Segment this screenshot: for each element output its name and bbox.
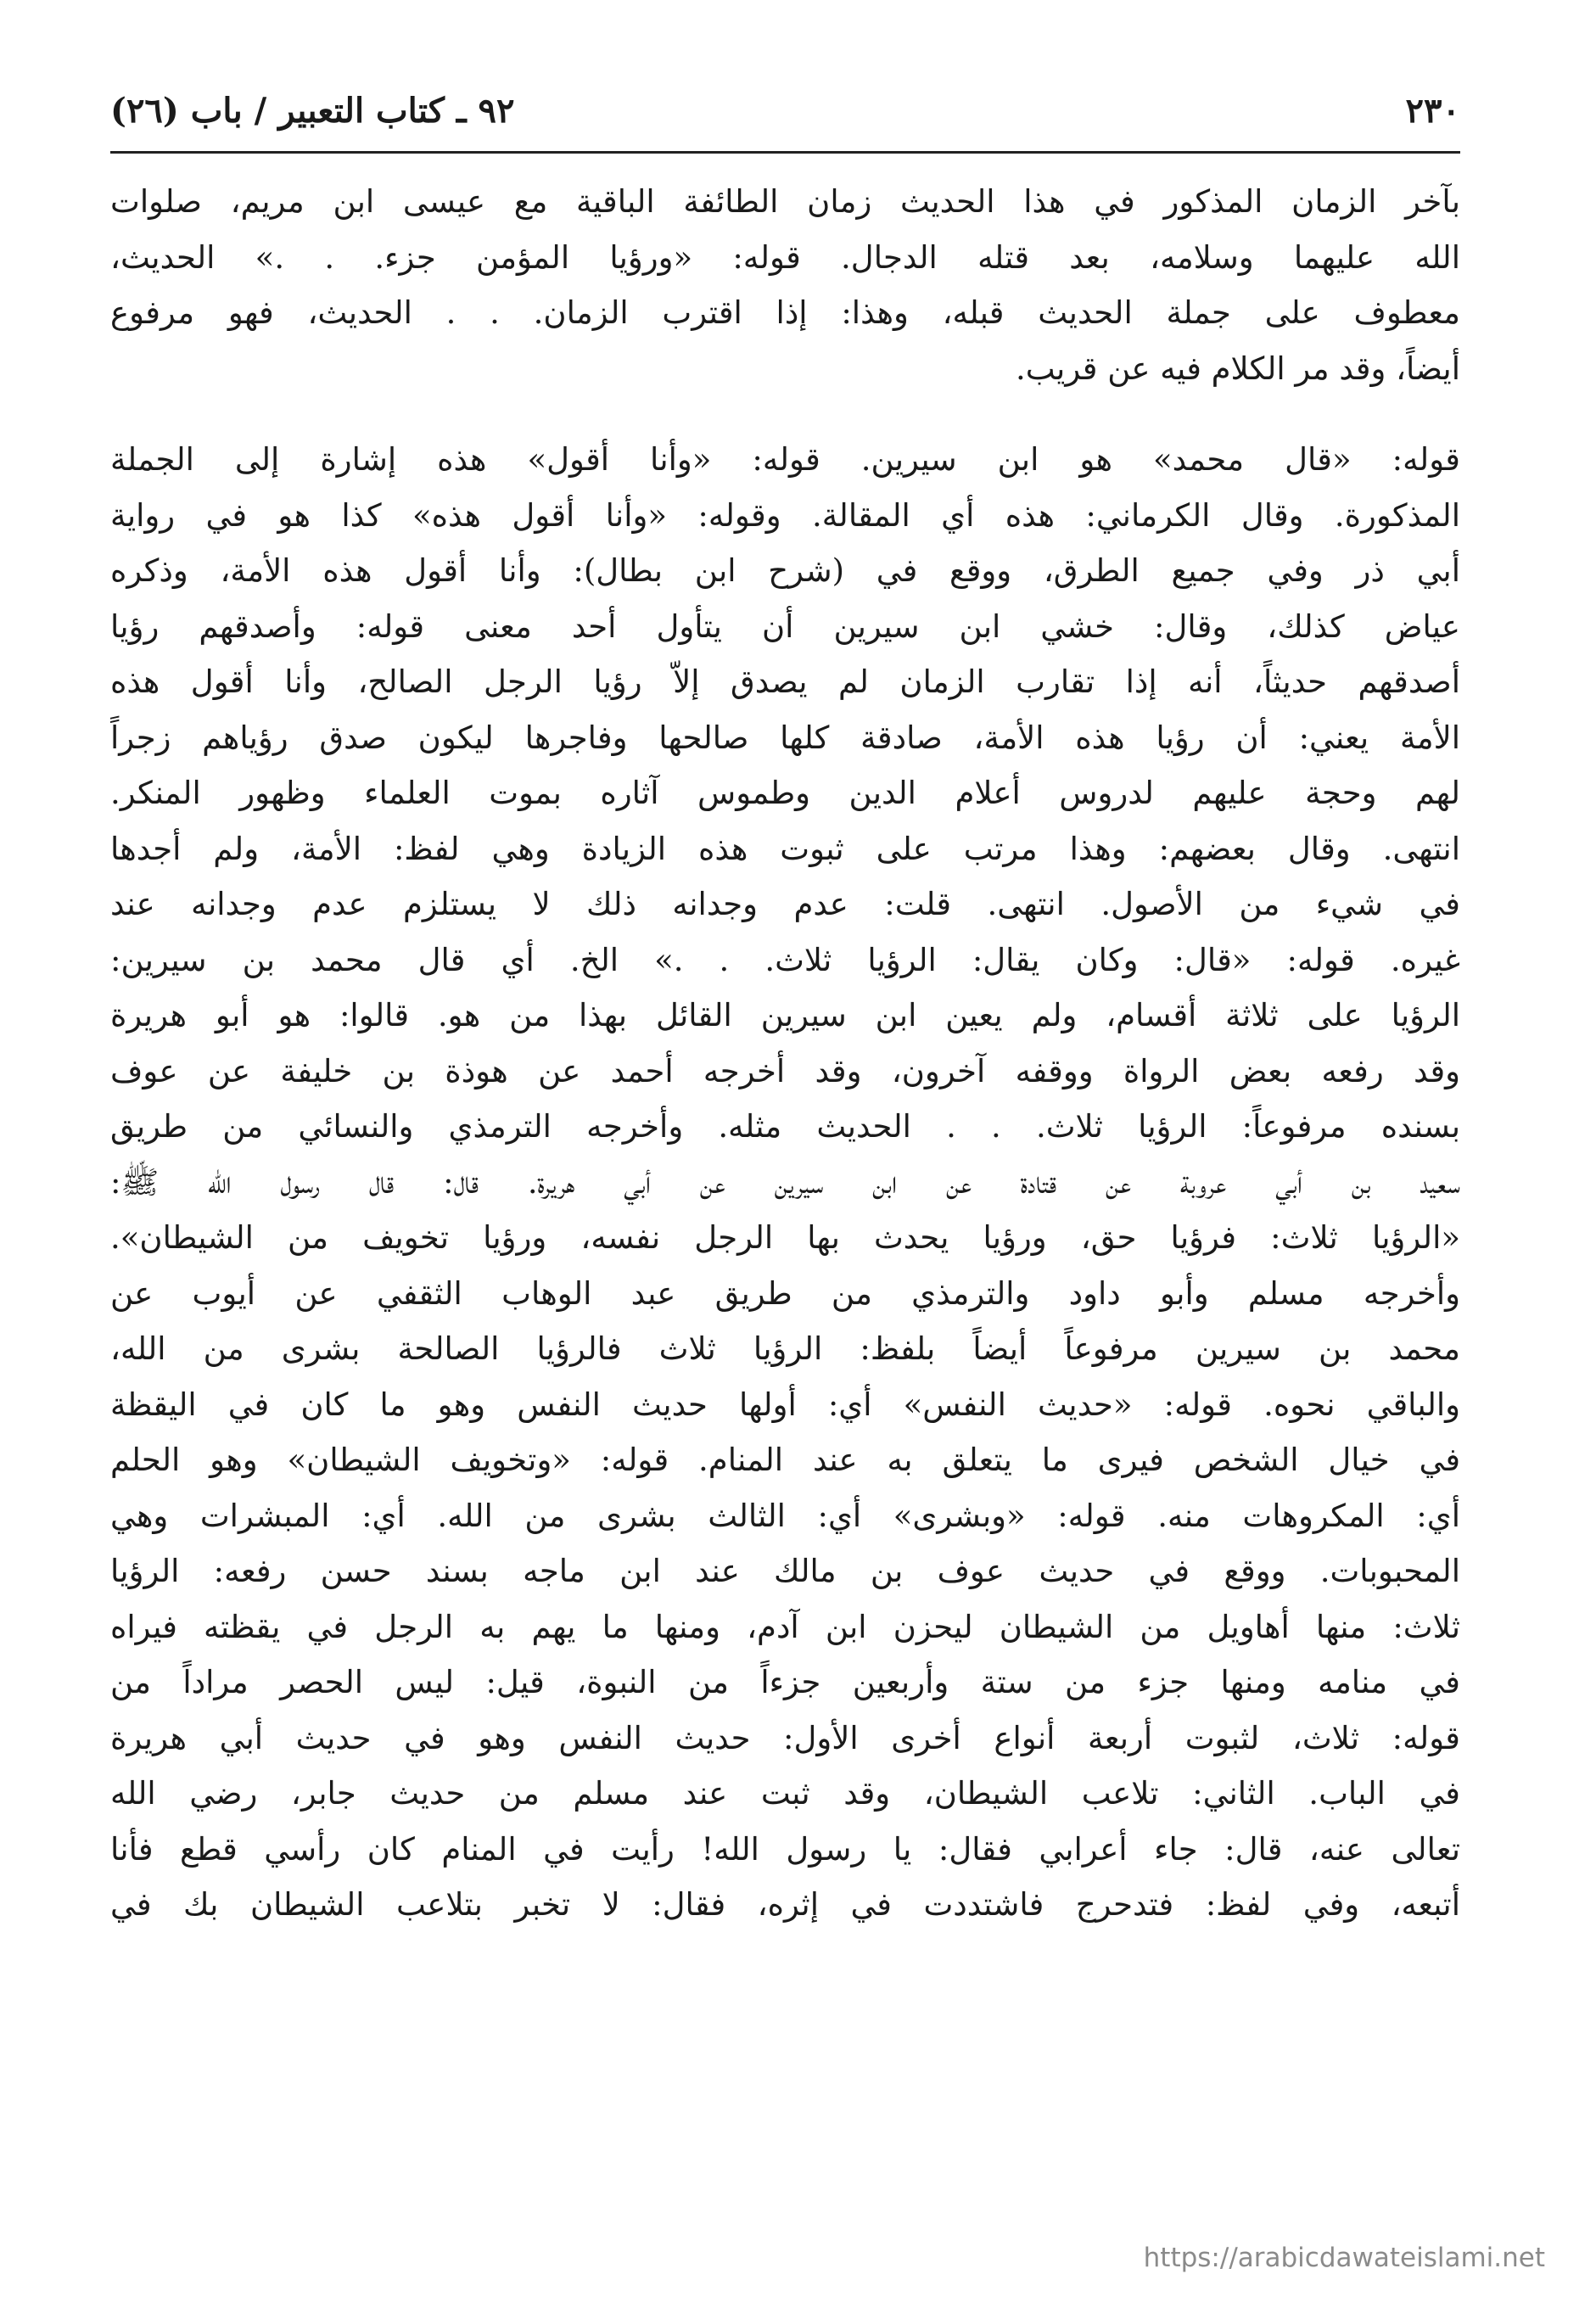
paragraph-1 xyxy=(110,174,1460,396)
text-line: المذكورة. وقال الكرماني: هذه أي المقالة. وقوله: «وأنا أقول هذه» كذا هو في رواية xyxy=(110,496,1460,534)
text-line: بآخر الزمان المذكور في هذا الحديث زمان الطائفة الباقية مع عيسى ابن مريم، صلوات xyxy=(110,183,1460,220)
text-line: قوله: ثلاث، لثبوت أربعة أنواع أخرى الأول: حديث النفس وهو في حديث أبي هريرة xyxy=(110,1719,1460,1756)
text-line: الأمة يعني: أن رؤيا هذه الأمة، صادقة كلها صالحها وفاجرها ليكون صدق رؤياهم زجراً xyxy=(110,719,1460,756)
text-line: وقد رفعه بعض الرواة ووقفه آخرون، وقد أخرجه أحمد عن هوذة بن خليفة عن عوف xyxy=(110,1052,1460,1089)
text-line: سعيد بن أبي عروبة عن قتادة عن ابن سيرين عن أبي هريرة. قال: قال رسول الله ﷺ: xyxy=(110,1163,1460,1201)
text-line: أي: المكروهات منه. قوله: «وبشرى» أي: الثالث بشرى من الله. أي: المبشرات وهي xyxy=(110,1497,1460,1534)
page-number: ٢٣٠ xyxy=(1405,90,1460,131)
body-text xyxy=(110,174,1460,1933)
text-line: المحبوبات. ووقع في حديث عوف بن مالك عند ابن ماجه بسند حسن رفعه: الرؤيا xyxy=(110,1553,1460,1589)
text-line: تعالى عنه، قال: جاء أعرابي فقال: يا رسول الله! رأيت في المنام كان رأسي قطع فأنا xyxy=(110,1830,1460,1868)
text-line: معطوف على جملة الحديث قبله، وهذا: إذا اقترب الزمان. . . الحديث، فهو مرفوع xyxy=(110,294,1460,331)
text-line: ثلاث: منها أهاويل من الشيطان ليحزن ابن آدم، ومنها ما يهم به الرجل في يقظته فيراه xyxy=(110,1608,1460,1645)
text-line: أبي ذر وفي جميع الطرق، ووقع في (شرح ابن بطال): وأنا أقول هذه الأمة، وذكره xyxy=(110,552,1460,589)
text-line: وأخرجه مسلم وأبو داود والترمذي من طريق عبد الوهاب الثقفي عن أيوب عن xyxy=(110,1274,1460,1312)
paragraph-2 xyxy=(110,432,1460,1933)
text-line: لهم وحجة عليهم لدروس أعلام الدين وطموس آثاره بموت العلماء وظهور المنكر. xyxy=(110,775,1460,811)
text-line: انتهى. وقال بعضهم: وهذا مرتب على ثبوت هذه الزيادة وهي لفظ: الأمة، ولم أجدها xyxy=(110,830,1460,867)
text-line: الله عليهما وسلامه، بعد قتله الدجال. قوله: «ورؤيا المؤمن جزء. . .» الحديث، xyxy=(110,238,1460,276)
text-line: الرؤيا على ثلاثة أقسام، ولم يعين ابن سيرين القائل بهذا من هو. قالوا: هو أبو هريرة xyxy=(110,997,1460,1033)
watermark-url: https://arabicdawateislami.net xyxy=(1143,2243,1545,2273)
text-line: أصدقهم حديثاً، أنه إذا تقارب الزمان لم يصدق إلاّ رؤيا الرجل الصالح، وأنا أقول هذه xyxy=(110,664,1460,700)
header-rule xyxy=(110,151,1460,154)
text-line: «الرؤيا ثلاث: فرؤيا حق، ورؤيا يحدث بها الرجل نفسه، ورؤيا تخويف من الشيطان». xyxy=(110,1219,1460,1256)
text-line: بسنده مرفوعاً: الرؤيا ثلاث. . . الحديث مثله. وأخرجه الترمذي والنسائي من طريق xyxy=(110,1108,1460,1145)
text-line: في منامه ومنها جزء من ستة وأربعين جزءاً من النبوة، قيل: ليس الحصر مراداً من xyxy=(110,1664,1460,1700)
running-header xyxy=(110,85,1460,136)
text-line: محمد بن سيرين مرفوعاً أيضاً بلفظ: الرؤيا ثلاث فالرؤيا الصالحة بشرى من الله، xyxy=(110,1330,1460,1367)
text-line: في الباب. الثاني: تلاعب الشيطان، وقد ثبت عند مسلم من حديث جابر، رضي الله xyxy=(110,1775,1460,1812)
chapter-title: ٩٢ ـ كتاب التعبير / باب (٢٦) xyxy=(110,90,515,131)
text-line: عياض كذلك، وقال: خشي ابن سيرين أن يتأول أحد معنى قوله: وأصدقهم رؤيا xyxy=(110,608,1460,645)
text-line: قوله: «قال محمد» هو ابن سيرين. قوله: «وأنا أقول» هذه إشارة إلى الجملة xyxy=(110,441,1460,478)
text-line: في شيء من الأصول. انتهى. قلت: عدم وجدانه ذلك لا يستلزم عدم وجدانه عند xyxy=(110,886,1460,922)
text-line: والباقي نحوه. قوله: «حديث النفس» أي: أولها حديث النفس وهو ما كان في اليقظة xyxy=(110,1386,1460,1423)
text-line: أتبعه، وفي لفظ: فتدحرج فاشتددت في إثره، فقال: لا تخبر بتلاعب الشيطان بك في xyxy=(110,1886,1460,1923)
text-line: غيره. قوله: «قال: وكان يقال: الرؤيا ثلاث. . .» الخ. أي قال محمد بن سيرين: xyxy=(110,941,1460,978)
paragraph-spacer xyxy=(110,396,1460,432)
text-line: في خيال الشخص فيرى ما يتعلق به عند المنام. قوله: «وتخويف الشيطان» وهو الحلم xyxy=(110,1442,1460,1478)
text-line: أيضاً، وقد مر الكلام فيه عن قريب. xyxy=(1015,350,1460,387)
